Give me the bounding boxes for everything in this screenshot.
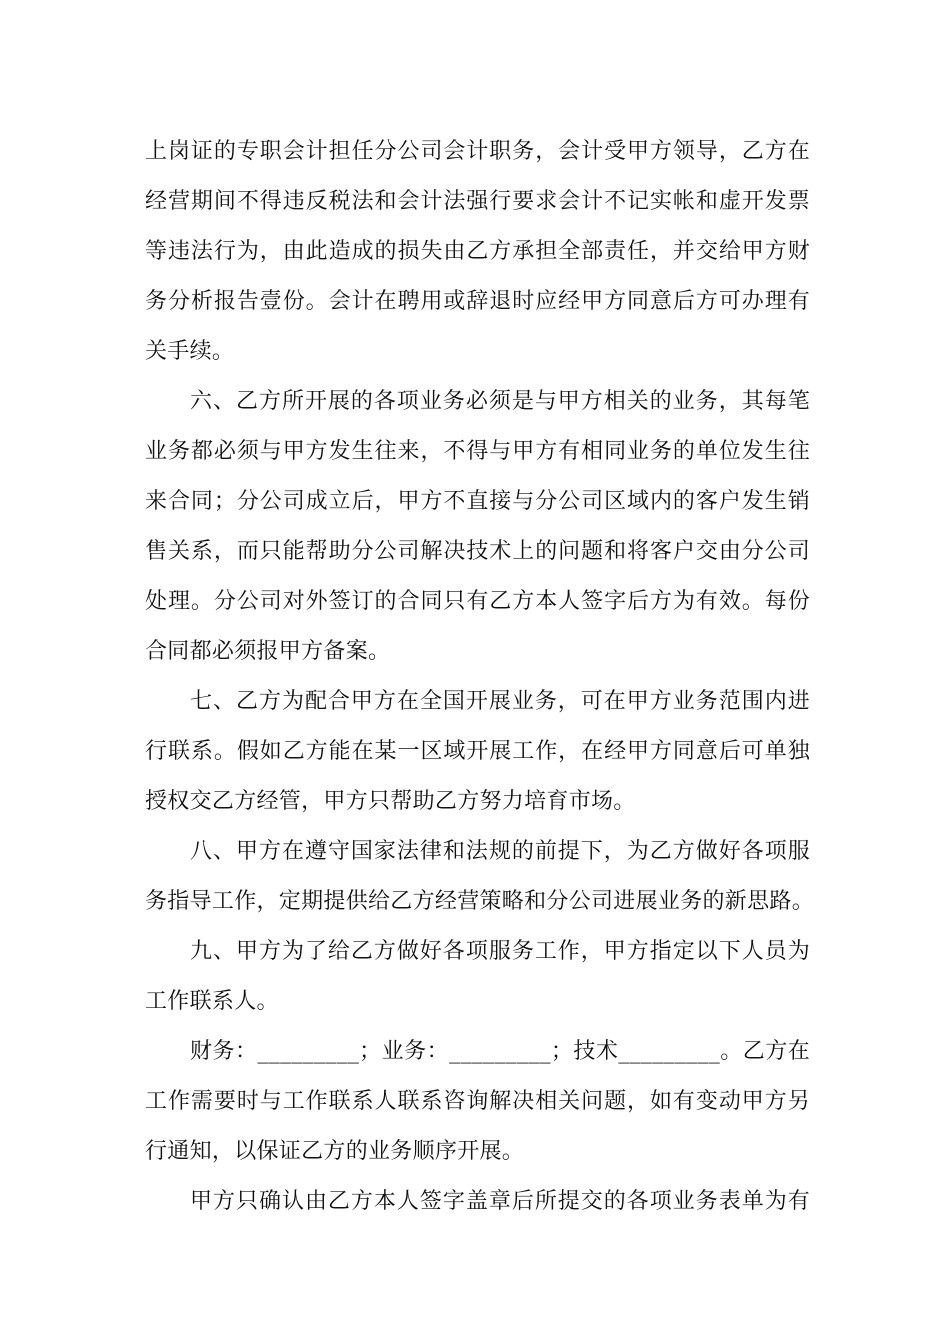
body-line-4: 务分析报告壹份。会计在聘用或辞退时应经甲方同意后方可办理有: [145, 289, 810, 314]
contacts-line-1: 财务：_________；业务：_________；技术_________。乙方在: [190, 1039, 810, 1064]
clause-six-line-3: 来合同；分公司成立后，甲方不直接与分公司区域内的客户发生销: [145, 489, 810, 514]
clause-six-line-4: 售关系，而只能帮助分公司解决技术上的问题和将客户交由分公司: [145, 539, 810, 564]
clause-six-line-5: 处理。分公司对外签订的合同只有乙方本人签字后方为有效。每份: [145, 589, 810, 614]
body-line-1: 上岗证的专职会计担任分公司会计职务，会计受甲方领导，乙方在: [145, 139, 810, 164]
clause-seven-line-2: 行联系。假如乙方能在某一区域开展工作，在经甲方同意后可单独: [145, 739, 810, 764]
clause-eight-line-1: 八、甲方在遵守国家法律和法规的前提下，为乙方做好各项服: [190, 839, 810, 864]
clause-nine-line-1: 九、甲方为了给乙方做好各项服务工作，甲方指定以下人员为: [190, 939, 810, 964]
clause-six-line-2: 业务都必须与甲方发生往来，不得与甲方有相同业务的单位发生往: [145, 439, 810, 464]
body-line-2: 经营期间不得违反税法和会计法强行要求会计不记实帐和虚开发票: [145, 189, 810, 214]
contacts-line-2: 工作需要时与工作联系人联系咨询解决相关问题，如有变动甲方另: [145, 1089, 810, 1114]
clause-six-line-1: 六、乙方所开展的各项业务必须是与甲方相关的业务，其每笔: [190, 389, 810, 414]
confirmation-line-1: 甲方只确认由乙方本人签字盖章后所提交的各项业务表单为有: [190, 1189, 810, 1214]
clause-nine-line-2: 工作联系人。: [145, 989, 279, 1014]
clause-six-line-6: 合同都必须报甲方备案。: [145, 639, 391, 664]
body-line-3: 等违法行为，由此造成的损失由乙方承担全部责任，并交给甲方财: [145, 239, 810, 264]
clause-seven-line-3: 授权交乙方经管，甲方只帮助乙方努力培育市场。: [145, 789, 636, 814]
contacts-line-3: 行通知，以保证乙方的业务顺序开展。: [145, 1139, 525, 1164]
body-line-5: 关手续。: [145, 339, 235, 364]
clause-eight-line-2: 务指导工作，定期提供给乙方经营策略和分公司进展业务的新思路。: [145, 889, 815, 914]
clause-seven-line-1: 七、乙方为配合甲方在全国开展业务，可在甲方业务范围内进: [190, 689, 810, 714]
